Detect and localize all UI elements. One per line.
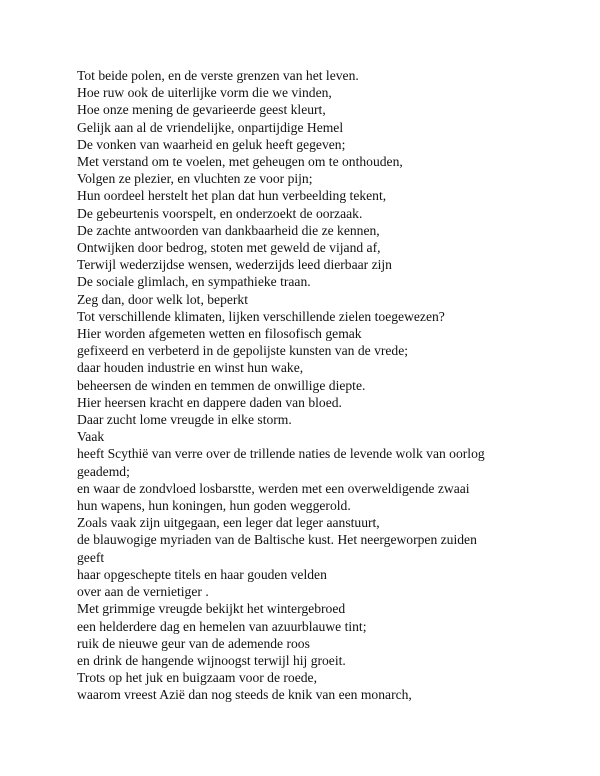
poem-line: hun wapens, hun koningen, hun goden weggerold. — [77, 498, 351, 514]
poem-text — [77, 67, 577, 704]
poem-line: Volgen ze plezier, en vluchten ze voor pijn; — [77, 171, 313, 187]
poem-line: de blauwogige myriaden van de Baltische kust. Het neergeworpen zuiden — [77, 532, 477, 548]
poem-line: geeft — [77, 549, 105, 565]
poem-line: Hoe onze mening de gevarieerde geest kleurt, — [77, 102, 326, 118]
poem-line: Hoe ruw ook de uiterlijke vorm die we vinden, — [77, 85, 332, 101]
poem-line: Gelijk aan al de vriendelijke, onpartijdige Hemel — [77, 119, 344, 135]
poem-line: Terwijl wederzijdse wensen, wederzijds leed dierbaar zijn — [77, 257, 392, 273]
poem-line: Hier worden afgemeten wetten en filosofisch gemak — [77, 326, 362, 342]
poem-line: waarom vreest Azië dan nog steeds de knik van een monarch, — [77, 687, 412, 703]
poem-line: Zeg dan, door welk lot, beperkt — [77, 291, 249, 307]
poem-line: Daar zucht lome vreugde in elke storm. — [77, 412, 292, 428]
poem-line: Zoals vaak zijn uitgegaan, een leger dat leger aanstuurt, — [77, 515, 380, 531]
poem-line: daar houden industrie en winst hun wake, — [77, 360, 304, 376]
poem-line: De vonken van waarheid en geluk heeft gegeven; — [77, 136, 346, 152]
poem-line: De zachte antwoorden van dankbaarheid die ze kennen, — [77, 222, 380, 238]
poem-line: Tot verschillende klimaten, lijken verschillende zielen toegewezen? — [77, 308, 445, 324]
poem-line: ruik de nieuwe geur van de ademende roos — [77, 635, 310, 651]
poem-line: Tot beide polen, en de verste grenzen van het leven. — [77, 68, 359, 83]
poem-line: Trots op het juk en buigzaam voor de roede, — [77, 670, 317, 686]
poem-line: gefixeerd en verbeterd in de gepolijste kunsten van de vrede; — [77, 343, 409, 359]
poem-line: Ontwijken door bedrog, stoten met geweld de vijand af, — [77, 240, 381, 256]
poem-line: over aan de vernietiger . — [77, 584, 209, 600]
poem-line: De sociale glimlach, en sympathieke traan. — [77, 274, 311, 290]
poem-line: De gebeurtenis voorspelt, en onderzoekt de oorzaak. — [77, 205, 363, 221]
poem-line: heeft Scythië van verre over de trillende naties de levende wolk van oorlog — [77, 446, 485, 462]
poem-line: Hun oordeel herstelt het plan dat hun verbeelding tekent, — [77, 188, 387, 204]
poem-line: haar opgeschepte titels en haar gouden velden — [77, 566, 327, 582]
poem-line: Hier heersen kracht en dappere daden van bloed. — [77, 394, 342, 410]
poem-line: en waar de zondvloed losbarstte, werden met een overweldigende zwaai — [77, 480, 470, 496]
poem-line: een helderdere dag en hemelen van azuurblauwe tint; — [77, 618, 367, 634]
poem-line: beheersen de winden en temmen de onwillige diepte. — [77, 377, 366, 393]
poem-line: Vaak — [77, 429, 105, 445]
poem-line: en drink de hangende wijnoogst terwijl hij groeit. — [77, 652, 346, 668]
poem-line: Met verstand om te voelen, met geheugen om te onthouden, — [77, 154, 403, 170]
poem-line: geademd; — [77, 463, 130, 479]
poem-line: Met grimmige vreugde bekijkt het wintergebroed — [77, 601, 346, 617]
